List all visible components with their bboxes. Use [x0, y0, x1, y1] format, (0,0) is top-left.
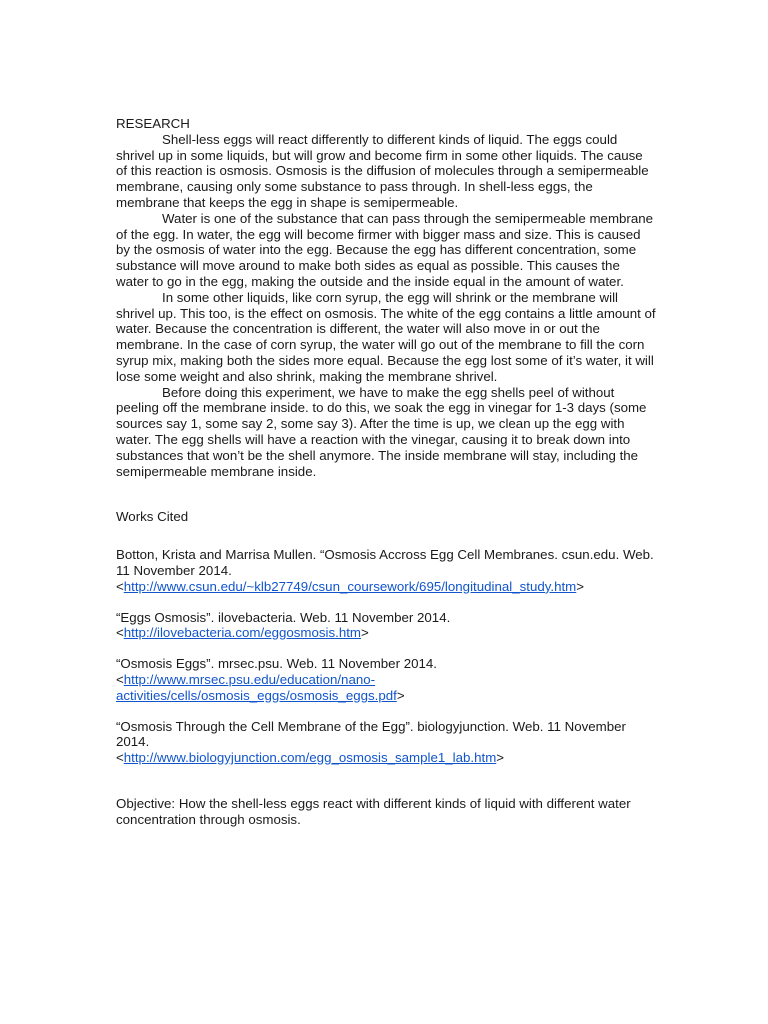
close-bracket: > [361, 625, 369, 641]
citation-4 [116, 719, 656, 766]
citation-link-4[interactable]: http://www.biologyjunction.com/egg_osmosis_sample1_lab.htm [123, 750, 497, 766]
close-bracket: > [576, 578, 585, 594]
citation-1 [116, 547, 656, 594]
open-bracket: < [116, 625, 124, 641]
research-paragraph-4: Before doing this experiment, we have to make the egg shells peel of without peeling off the membrane inside. to do this, we soak the egg in vinegar for 1-3 days (some sources say 1, some say 2, some say 3). After the time is up, we clean up the egg with water. The egg shells will have a reaction with the vinegar, causing it to break down into substances that won’t be the shell anymore. The inside membrane will stay, including the semipermeable membrane inside. [116, 384, 647, 479]
open-bracket: < [116, 578, 124, 594]
citation-text: “Eggs Osmosis”. ilovebacteria. Web. 11 November 2014. [116, 609, 451, 625]
works-cited-title: Works Cited [116, 509, 189, 525]
citation-3 [116, 656, 656, 703]
research-paragraph-1: Shell-less eggs will react differently to different kinds of liquid. The eggs could shrivel up in some liquids, but will grow and become firm in some other liquids. The cause of this reaction is osmosis. Osmosis is the diffusion of molecules through a semipermeable membrane, causing only some substance to pass through. In shell-less eggs, the membrane that keeps the egg in shape is semipermeable. [116, 131, 649, 210]
close-bracket: > [496, 750, 505, 766]
citation-link-1[interactable]: http://www.csun.edu/~klb27749/csun_coursework/695/longitudinal_study.htm [123, 578, 577, 594]
close-bracket: > [396, 687, 405, 703]
open-bracket: < [116, 750, 124, 766]
open-bracket: < [116, 671, 124, 687]
research-heading: RESEARCH [116, 116, 190, 131]
research-paragraph-2: Water is one of the substance that can pass through the semipermeable membrane of the egg. In water, the egg will become firmer with bigger mass and size. This is caused by the osmosis of water into the egg. Because the egg has different concentration, some substance will move around to make both sides as equal as possible. This causes the water to go in the egg, making the outside and the inside equal in the amount of water. [116, 210, 654, 289]
citation-link-3[interactable]: http://www.mrsec.psu.edu/education/nano-activities/cells/osmosis_eggs/osmosis_eggs.pdf [116, 671, 397, 703]
citation-link-2[interactable]: http://ilovebacteria.com/eggosmosis.htm [123, 625, 361, 641]
citation-text: “Osmosis Eggs”. mrsec.psu. Web. 11 November 2014. [116, 656, 437, 672]
objective-statement: Objective: How the shell-less eggs react with different kinds of liquid with different water concentration through osmosis. [116, 795, 631, 827]
citation-text: Botton, Krista and Marrisa Mullen. “Osmosis Accross Egg Cell Membranes. csun.edu. Web. 11 November 2014. [116, 547, 654, 578]
citation-2 [116, 610, 656, 642]
citation-text: “Osmosis Through the Cell Membrane of the Egg”. biologyjunction. Web. 11 November 2014. [116, 718, 626, 750]
document-page [116, 116, 656, 827]
research-paragraph-3: In some other liquids, like corn syrup, the egg will shrink or the membrane will shrivel up. This too, is the effect on osmosis. The white of the egg contains a little amount of water. Because the concentration is different, the water will also move in or out the membrane. In the case of corn syrup, the water will go out of the membrane to fill the corn syrup mix, making both the sides more equal. Because the egg lost some of it’s water, it will lose some weight and also shrink, making the membrane shrivel. [116, 289, 656, 384]
